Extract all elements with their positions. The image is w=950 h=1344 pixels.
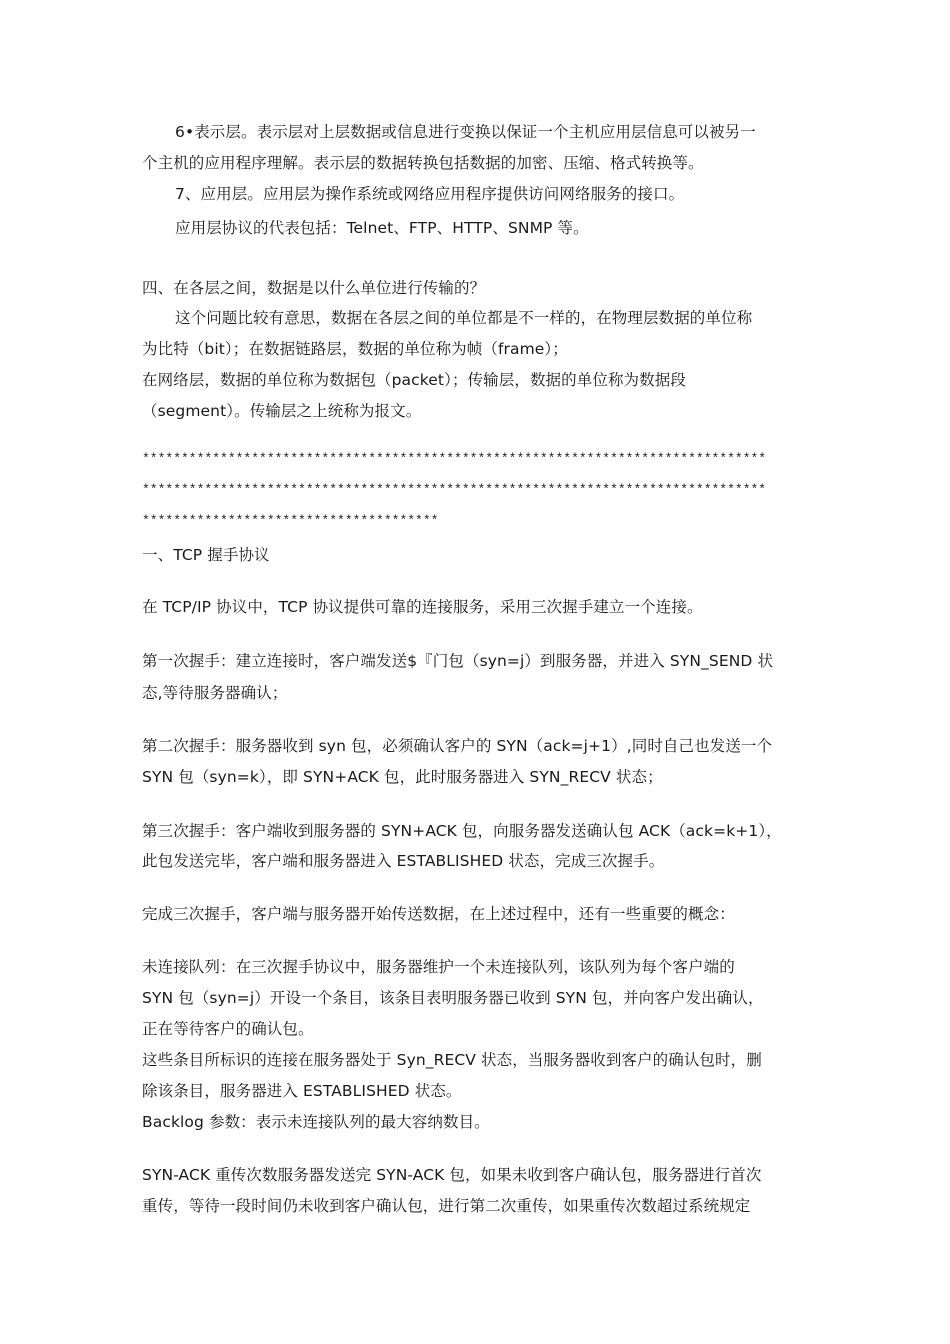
para-synack-retransmit-line2: 重传，等待一段时间仍未收到客户确认包，进行第二次重传，如果重传次数超过系统规定 <box>142 1197 751 1215</box>
para-unconnected-queue-line2: SYN 包（syn=j）开设一个条目，该条目表明服务器已收到 SYN 包，并向客户发出确认， <box>142 989 764 1007</box>
para-handshake-1-line1: 第一次握手：建立连接时，客户端发送$『门包（syn=j）到服务器，并进入 SYN_SEND 状 <box>142 652 774 670</box>
para-synack-retransmit-line1: SYN-ACK 重传次数服务器发送完 SYN-ACK 包，如果未收到客户确认包，服务器进行首次 <box>142 1166 762 1184</box>
section-heading-tcp: 一、TCP 握手协议 <box>142 546 270 564</box>
para-unconnected-queue-line3: 正在等待客户的确认包。 <box>142 1020 314 1038</box>
para-unconnected-queue-line1: 未连接队列：在三次握手协议中，服务器维护一个未连接队列，该队列为每个客户端的 <box>142 958 735 976</box>
para-backlog: Backlog 参数：表示未连接队列的最大容纳数目。 <box>142 1113 490 1131</box>
separator-stars-2: ******************************************************************************** <box>142 482 767 497</box>
para-units-line4: （segment）。传输层之上统称为报文。 <box>142 402 422 420</box>
para-application-protocols: 应用层协议的代表包括：Telnet、FTP、HTTP、SNMP 等。 <box>175 219 589 237</box>
section-heading-units: 四、在各层之间，数据是以什么单位进行传输的？ <box>142 279 486 297</box>
para-application-layer: 7、应用层。应用层为操作系统或网络应用程序提供访问网络服务的接口。 <box>175 185 685 203</box>
para-units-line3: 在网络层，数据的单位称为数据包（packet）；传输层，数据的单位称为数据段 <box>142 371 686 389</box>
para-presentation-layer-line1: 6•表示层。表示层对上层数据或信息进行变换以保证一个主机应用层信息可以被另一 <box>175 123 756 141</box>
para-concepts-intro: 完成三次握手，客户端与服务器开始传送数据，在上述过程中，还有一些重要的概念： <box>142 905 735 923</box>
para-handshake-3-line1: 第三次握手：客户端收到服务器的 SYN+ACK 包，向服务器发送确认包 ACK（ack=k+1）， <box>142 822 782 840</box>
para-handshake-2-line1: 第二次握手：服务器收到 syn 包，必须确认客户的 SYN（ack=j+1）,同时自己也发送一个 <box>142 737 773 755</box>
para-entries-line1: 这些条目所标识的连接在服务器处于 Syn_RECV 状态，当服务器收到客户的确认包时，删 <box>142 1051 762 1069</box>
para-units-line2: 为比特（bit）；在数据链路层，数据的单位称为帧（frame）； <box>142 340 568 358</box>
separator-stars-1: ******************************************************************************** <box>142 451 767 466</box>
para-tcp-intro: 在 TCP/IP 协议中，TCP 协议提供可靠的连接服务，采用三次握手建立一个连接。 <box>142 598 703 616</box>
separator-stars-3: ************************************** <box>142 513 439 528</box>
para-handshake-2-line2: SYN 包（syn=k），即 SYN+ACK 包，此时服务器进入 SYN_RECV 状态； <box>142 768 663 786</box>
para-entries-line2: 除该条目，服务器进入 ESTABLISHED 状态。 <box>142 1082 462 1100</box>
para-handshake-3-line2: 此包发送完毕，客户端和服务器进入 ESTABLISHED 状态，完成三次握手。 <box>142 852 665 870</box>
para-handshake-1-line2: 态,等待服务器确认； <box>142 684 288 702</box>
para-units-line1: 这个问题比较有意思，数据在各层之间的单位都是不一样的，在物理层数据的单位称 <box>175 309 753 327</box>
para-presentation-layer-line2: 个主机的应用程序理解。表示层的数据转换包括数据的加密、压缩、格式转换等。 <box>142 154 704 172</box>
